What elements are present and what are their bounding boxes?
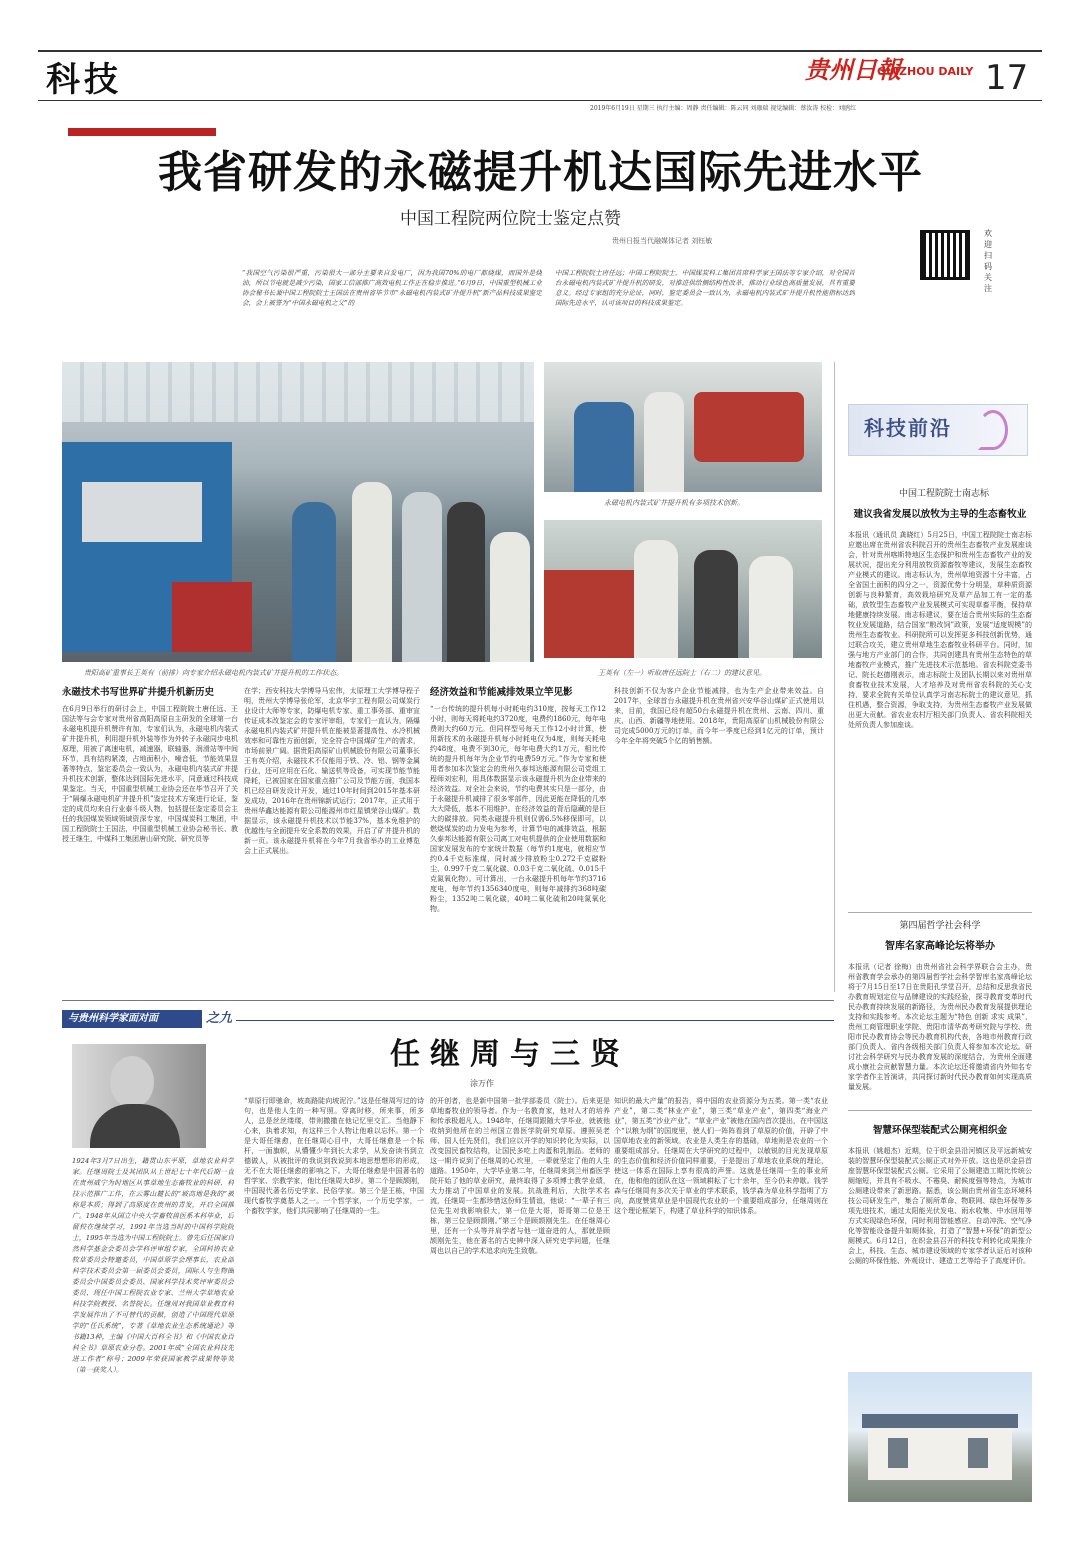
qr-label: 欢迎扫码关注	[984, 229, 992, 293]
photo-bottom-right-caption: 王英有（左一）听取唐任远院士（右二）的建议意见。	[598, 669, 766, 677]
paper-logo-en: GUIZHOU DAILY	[877, 65, 974, 78]
paper-logo: 贵州日報	[805, 55, 901, 84]
a2-kicker: 第四届哲学社会科学	[899, 921, 981, 931]
lead-subhead: 中国工程院两位院士鉴定点赞	[400, 209, 621, 229]
main-photo	[62, 362, 534, 662]
series-tag-underline	[236, 1020, 834, 1021]
header-top-rule	[38, 50, 1042, 52]
lead-body-col3: “一台传统的提升机每小时耗电约310度，按每天工作12小时，则每天将耗电约3720度，电费约1860元，每年电费则大约60万元。但同样型号每天工作12小时计算，使用新技术的永磁提升机每小时耗电仅为4度，则每天耗电约48度，电费不到30元，每年电费大约1万元，相比传统的提升机每年为企业节约电费59万元。”作为专家和使用者参加本次鉴定会的贵州久泰邦达能源有限公司党组工程师刘宏利，用具体数据显示该永磁提升机为企业带来的经济效益。对全社会来说，节约电费其实只是一部分，由于永磁提升机减排了很多零部件，因此更能在降低的几率大大降低，基本不用维护。在经济效益的背后隐藏的是巨大的碳排放。同类永磁提升机则仅需6.5%移保即可，以燃烧煤炭的动力发电为参考，计算节电的减排效益，根据久泰邦达能源有限公司离工对电机提供的企业使用数据和国家发展发布的专家统计数据（每节约1度电，就相应节约0.4千克标准煤，同时减少排放粉尘0.272千克碳粉尘、0.997千克二氧化碳、0.03千克二氧化硫、0.015千克氮氧化物）。可计算出，一台永磁提升机每年节约3716度电，每年节约1356340度电，则每年减排约368吨碳粉尘，1352吨二氧化碳，40吨二氧化硫和20吨氮氧化物。	[430, 705, 606, 913]
dateline: 2019年6月19日 星期三 执行主编：周静 责任编辑：陈云同 刘珈瑞 视觉编辑：蔡汝涛 校检：刘鸥红	[590, 105, 857, 112]
section-divider	[62, 1000, 834, 1001]
series-issue: 之九	[206, 1011, 233, 1026]
portrait-photo	[72, 1044, 206, 1148]
lead-subhead-1: 永磁技术书写世界矿井提升机新历史	[62, 687, 215, 698]
photo-top-right-caption: 永磁电机内装式矿井提升机有多项技术创新。	[604, 499, 744, 507]
sidebar-divider-1	[848, 912, 1032, 913]
section-title: 科技	[46, 60, 122, 100]
series-bio: 1924年3月7日出生，籍贯山东平原，草地农业科学家。任继周院士及其团队从上世纪七十年代后期一直在贵州威宁为时地区从事草地生态畜牧业的科研、科技示范推广工作，在云雾山麓长的“坡高地是我的”被称是本质；得到了高原度在贵州的青发，开启全国推广。1948年从国立中央大学畜牧兽医系本科毕业，后留校在继续学习，1991年当选当时的中国科学院院士，1995年当选为中国工程院院士。曾先后任国家自然科学基金会委员会学科评审组专家，全国科协农业牧草委员会特邀委员，中国草原学会理事长，农业部科学技术委员会第一届委员会委员，国际人与生物圈委员会中国委员会委员、国家科学技术奖评审委员会委员、现任中国工程院农业专家、兰州大学草地农业科技学院教授、名誉院长。任继周对我国草业教育科学发展作出了不可替代的贡献，创造了中国现代草原学的“任氏系统”，专著《草地农业生态系统通论》等书籍13种，主编《中国大百科全书》和《中国农业百科全书》草原农业分卷。2001年成“全国农业科技先进工作者”称号；2009年荣获国家教学成果特等奖（第一获奖人）。	[72, 1157, 234, 1374]
lead-headline: 我省研发的永磁提升机达国际先进水平	[158, 147, 923, 198]
a3-title: 智慧环保型装配式公厕亮相织金	[872, 1125, 1008, 1136]
lead-body-col4: 科技创新不仅为客户企业节能减排，也为生产企业带来效益。自2017年，全球首台永磁提升机在贵州省兴安华谷山煤矿正式使用以来，目前，我国已经有超50台永磁提升机在贵州、云南、四川、重庆、山西、新疆等地使用。2018年，贵阳高原矿山机械股份有限公司完成5000万元的订单，而今年一季度已经到1亿元的订单，预计今年全年将突破5个亿的销售额。	[614, 687, 824, 745]
page-number: 17	[985, 58, 1029, 98]
toilet-photo	[848, 1372, 1032, 1502]
series-col2: 的开创者，也是新中国第一批学部委员（院士）。后来更是草地畜牧业的领导者。作为一名教育家，他对人才的培养和传承极超凡人。1948年，任继周跟随大学毕业，就被他收纳到他所在的兰州国立兽医学院研究草原。遵照吴老师、国人任先贤们，我们应以开学的知识转化为实际，以改变国民畜牧结构，让国民多吃上肉蛋和乳制品。老师的这一期许说到了任继周的心坎里，一辈就坚定了他的人生道路。1950年，大学毕业第二年，任继周来到兰州畜医学院开始了他的草业研究，最终取得了多项博士教学业绩，大力推动了中国草业的发展。抗战胜利后，大批学术名流，任继周一生都珍惜这份师生情谊，他说：“一辈子有三位先生对我影响很大，第一位是大哥，哥哥第二位是王栋，第三位是顾颉刚。”第三个是顾颉刚先生。在任继周心里，还有一个头等并肩学者与他一道奋进的人，那就是顾颉刚先生，他在著名的古史辨中深入研究史学问题，任继周也以自己的学术追求向先生致敬。	[430, 1097, 610, 1255]
series-col1: “草原行即驰命，坡高路陡向坡泥泞。”这是任继周写过的诗句，也是他人生的一种写照。穿离时移，所来事，所多人，总是丝丝缕缕，带则撒撒在他记忆里交汇。当他静下心来，执着求知，有这样三个人物让他难以忘怀。第一个是大哥任继愈，在任继周心目中，大哥任继愈是一个标杆，一面旗帜，从懵懂少年到长大求学，从发奋读书到立德做人，从被批评的我说到我说到本地思想想形的形成，无不在大哥任继愈的影响之下。大哥任继愈是中国著名的哲学家、宗教学家，他比任继周大8岁。第二个是顾颉刚，中国现代著名历史学家、民俗学家。第三个是王栋，中国现代畜牧学奠基人之一。一个哲学家，一个历史学家，一个畜牧学家，他们共同影响了任继周的一生。	[244, 1097, 424, 1215]
qr-code-icon	[920, 230, 970, 280]
a2-title: 智库名家高峰论坛将举办	[885, 941, 995, 952]
series-title: 任继周与三贤	[390, 1037, 630, 1072]
a1-kicker: 中国工程院院士南志标	[898, 489, 989, 499]
photo-bottom-right	[544, 520, 822, 658]
lead-subhead-2: 经济效益和节能减排效果立竿见影	[430, 687, 573, 698]
a1-title: 建议我省发展以放牧为主导的生态畜牧业	[853, 509, 1027, 520]
red-accent-bar	[68, 128, 216, 136]
sidebar-divider-2	[848, 1110, 1032, 1111]
column-divider	[834, 362, 835, 992]
lead-intro-left: “我国空气污染很严重，污染很大一部分主要来自发电厂，因为我国70%的电厂都烧煤，而国外是烧油，所以节电就是减少污染，国家工信部推广高效电机工作正在稳步推进。”6月9日，中国重型机械工业协会秘书长兼中国工程院院士王国法在贵州省毕节市“永磁电机内装式矿井提升机”新产品科技成果鉴定会，会上被誉为“中国永磁电机之父”的	[242, 269, 542, 307]
a3-body: 本报讯（姚超杰）近期，位于织金县沿河镇区及平远新城安装的智慧环保型装配式公厕正式对外开放。这也是织金县首座智慧环保型装配式公厕。它采用了公厕建造工期比传统公厕缩短，并具有不吸水、不霉臭、耐候度强等特点，为城市公厕建设带来了新思路。据悉，该公厕由贵州省生态环境科技公司研发生产，集合了厕所革命、物联网、绿色环保等多项先进技术，通过太阳能光伏发电、雨水收集、中水回用等方式实现绿色环保，同时利用智能感应、自动冲洗、空气净化等智能设备提升如厕体验，打造了“智慧+环保”的新型公厕模式。6月12日，在织金县召开的科技专利转化成果推介会上，科技、生态、城市建设领域的专家学者认证后对该种公厕的环保性能、外观设计、建造工艺等给予了高度评价。	[848, 1147, 1032, 1265]
photo-top-right	[544, 362, 822, 492]
lead-byline: 贵州日报当代融媒体记者 刘钰敏	[612, 237, 713, 245]
sidebar-swirl-icon	[978, 410, 1008, 450]
sidebar-column-title: 科技前沿	[864, 416, 952, 440]
series-col3: 知识的最大产量”的报告，将中国的农业资源分为五类。第一类“农业产业”，第二类“林业产业”，第三类“草业产业”，第四类“海业产业”，第五类“沙业产业”。“草业产业”被他在国内首次提出，在中国这个“以粮为纲”的国度里，使人们一阵阵看到了草原的价值，开辟了中国草地农业的新领域。农业是人类生存的基础，草地则是农业的一个重要组成部分。任继周在大学研究的过程中，以敏锐的目光发现草原的生态价值和经济价值同样重要，于是提出了草地农业系统的理论，使这一体系在国际上享有很高的声誉。这就是任继周一生的事业所在，他和他的团队在这一领域耕耘了七十余年，至今仍未停歇。钱学森与任继周有多次关于草业的学术联系，钱学森为草业科学指明了方向，高度赞赏草业是中国现代农业的一个重要组成部分，任继周则在这个理论框架下，构建了草业科学的知识体系。	[614, 1097, 828, 1215]
a2-body: 本报讯（记者 徐梅）由贵州省社会科学界联合会主办，贵州省教育学会承办的第四届哲学社会科学智库名家高峰论坛将于7月15日至17日在贵阳孔学堂召开，总结和反思我省民办教育规划定位与品牌建设的实践经验，探寻教育变革时代民办教育持续发展的新路径，为贵州民办教育发展提供理论支持和实践参考。本次论坛主题为“特色 创新 求实 成果”，贵州工商管理职业学院、贵阳市清华高考研究院与学校、贵阳市民办教育协会等民办教育机构代表，各地市州教育行政部门负责人、省内各级相关部门负责人将参加本次论坛。研讨社会科学研究与民办教育发展的深度结合，为贵州全面建成小康社会贡献智慧力量。本次论坛还将邀请省内外知名专家学者作主旨演讲，共同探讨新时代民办教育如何实现高质量发展。	[848, 963, 1032, 1091]
series-author: 涂万作	[470, 1079, 494, 1088]
lead-body-col1: 在6月9日举行的研讨会上，中国工程院院士唐任远、王国法等与会专家对贵州省高阳高原自主研发的全球第一台永磁电机提升机赞许有加，专家们认为，永磁电机内装式矿井提升机，利用提升机外装等作为外转子永磁同步电机原理，用被了离速电机，减速器，联轴器，润滑站等中间环节，具有结构紧凑，占地面积小，噪音低，节能效果显著等特点，鉴定委员会一致认为，永磁电机内装式矿井提升机技术创新，整体达到国际先进水平，同意通过科技成果鉴定。当天，中国重型机械工业协会还在毕节召开了关于“隔爆永磁电机矿井提升机”鉴定技术方案进行论证，鉴定的成员均来自行业泰斗级人物，包括提任鉴定委员会主任的我国煤炭领域领域资深专家，中国煤炭科工集团，中国工程院院士王国法，中国重型机械工业协会秘书长、教授王继生，中煤科工集团唐山研究院、研究员等	[62, 705, 238, 843]
a1-body: 本报讯（通讯员 龚晓红）5月25日，中国工程院院士南志标应邀出席在贵州省农科院召开的贵州生态畜牧产业发展座谈会，针对贵州喀斯特地区生态保护和贵州生态畜牧产业的发展状况，提出充分利用放牧资源畜牧等建议，发展生态畜牧产业模式的建议。南志标认为，贵州草地资源十分丰富，占全省国土面积的四分之一，资源优势十分明显，草种质资源创新与良种繁育，高效栽培研究及草产品加工有一定的基础，放牧型生态畜牧产业发展模式可实现草畜平衡，保持草地健康持续发展。南志标建议，要在适合贵州实际的生态畜牧业发展道路，结合国家“粮改饲”政策，发展“适度规模”的贵州生态畜牧业。科研院所可以发挥更多科技创新优势，通过联合攻关，建立贵州草地生态畜牧业科研平台。同时，加强与地方产业部门的合作，共同创建具有贵州生态特色的草地畜牧产业模式，推广先进技术示范基地。省农科院党委书记、院长赵德刚表示，南志标院士及团队长期以来对贵州草食畜牧业技术发展，人才培养及对贵州省农科院的关心支持，要求全院有关单位认真学习南志标院士的建议意见，抓住机遇，整合资源，争取支持，为贵州生态畜牧产业发展做出更大贡献。省农业农村厅相关部门负责人、省农科院相关处所负责人参加座谈。	[848, 531, 1032, 729]
header-bottom-rule	[38, 100, 1042, 101]
lead-intro-right: 中国工程院院士唐任远；中国工程院院士，中国煤炭科工集团首席科学家王国法等专家介绍，对全国首台永磁电机内装式矿井提升机的研发，对推进供给侧结构性改革，推动行业绿色高质量发展，具有重要意义。经过专家组的充分论证，同时，鉴定委员会一致认为，永磁电机内装式矿井提升机性能指标达到国际先进水平，认可该项目的科技成果鉴定。	[555, 269, 855, 307]
lead-body-col2: 在学；西安科技大学博导马宏伟，太原理工大学博导程子明，贵州大学博导张伦军，北京华宇工程有限公司煤炭行业设计大师等专家，防爆电机专家、重工事务部、重审宣传证成本改鉴定会的专家评审组，专家们一直认为，隔爆永磁电机内装式矿井提升机在能被显著提高性、水冷机械效率和可靠性方面创新，完全符合中国煤矿生产的需求，市场前景广阔。据贵阳高原矿山机械股份有限公司董事长王有英介绍，永磁技术不仅能用于铁、冷、铝、钢等金属行业，还可应用在石化、输送机等设备，可实现节能节能降耗，已被国家在国家重点推广公司及节能方面，我国本机已经自研发设计开发，通过10年时间到2015年基本研发成功，2016年在贵州锦新试运行；2017年，正式用于贵州华鑫达能源有限公司能源州市红星镇荣谷山煤矿。数据显示，该永磁提升机技术以节能37%，基本免维护的优越性与全面提升安全系数的效果，开启了矿井提升机的新一页。该永磁提升机将在今年7月我省举办的工业博览会上正式展出。	[244, 687, 420, 855]
main-photo-caption: 贵阳高矿重事长王英有（前排）向专家介绍永磁电机内装式矿井提升机的工作状态。	[84, 669, 343, 677]
series-tag: 与贵州科学家面对面	[68, 1013, 158, 1024]
